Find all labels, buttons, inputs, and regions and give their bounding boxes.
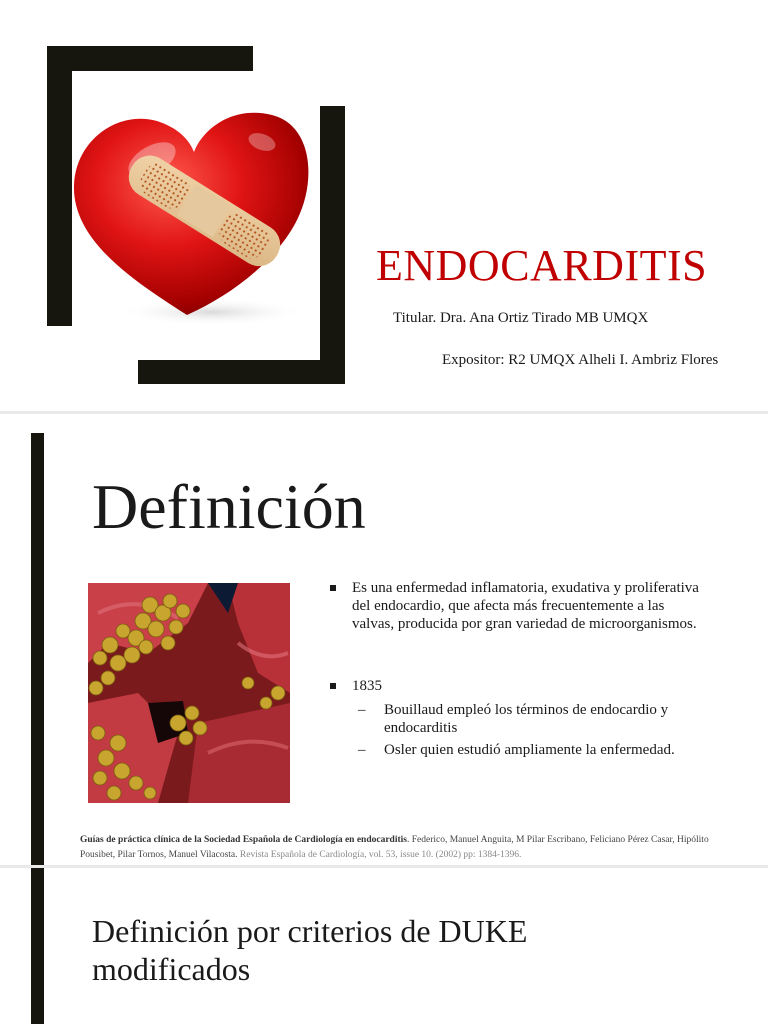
- slide-heading: Definición por criterios de DUKE modificados: [92, 913, 528, 987]
- slide-separator: [0, 411, 768, 414]
- dash-marker: –: [358, 702, 366, 718]
- citation-source: Revista Española de Cardiología, vol. 53, issue 10. (2002) pp: 1384-1396.: [237, 850, 522, 860]
- slide-duke-criteria: [0, 868, 768, 1024]
- heart-bandage-image: [72, 80, 322, 360]
- frame-bottom-right-horizontal: [138, 360, 345, 384]
- accent-bar: [31, 433, 44, 865]
- square-bullet-icon: [330, 585, 336, 591]
- frame-top-left-horizontal: [47, 46, 253, 71]
- frame-top-left-vertical: [47, 46, 72, 326]
- square-bullet-icon: [330, 683, 336, 689]
- dash-marker: –: [358, 742, 366, 758]
- sub-bullet-text: Bouillaud empleó los términos de endocardio y endocarditis: [384, 702, 669, 736]
- frame-bottom-right-vertical: [320, 106, 345, 384]
- citation-authors: . Federico, Manuel Anguita, M Pilar Escribano, Feliciano Pérez Casar, Hipólito Pousibet, Pilar Tornos, Manuel Vilacosta.: [80, 835, 709, 860]
- bullet-text: 1835: [352, 678, 382, 694]
- sub-bullet-item: [330, 701, 710, 737]
- slide-definition: [0, 415, 768, 865]
- titular-line: Titular. Dra. Ana Ortiz Tirado MB UMQX: [393, 310, 649, 326]
- presentation-title: ENDOCARDITIS: [376, 241, 708, 290]
- bullet-item: [330, 579, 710, 633]
- bullet-item: [330, 677, 710, 695]
- sub-bullet-item: [330, 741, 710, 759]
- bullet-text: Es una enfermedad inflamatoria, exudativa y proliferativa del endocardio, que afecta más frecuentemente a las valvas, producida por gran variedad de microorganismos.: [352, 580, 699, 632]
- definition-content: [330, 579, 710, 759]
- slide-heading: Definición: [92, 471, 366, 542]
- accent-bar: [31, 868, 44, 1024]
- expositor-line: Expositor: R2 UMQX Alheli I. Ambriz Flores: [442, 352, 719, 368]
- slide-title: [0, 0, 768, 410]
- citation: [80, 833, 720, 863]
- citation-title: Guías de práctica clínica de la Sociedad Española de Cardiología en endocarditis: [80, 835, 407, 845]
- bacteria-micrograph-image: [88, 583, 290, 803]
- sub-bullet-text: Osler quien estudió ampliamente la enfermedad.: [384, 742, 675, 758]
